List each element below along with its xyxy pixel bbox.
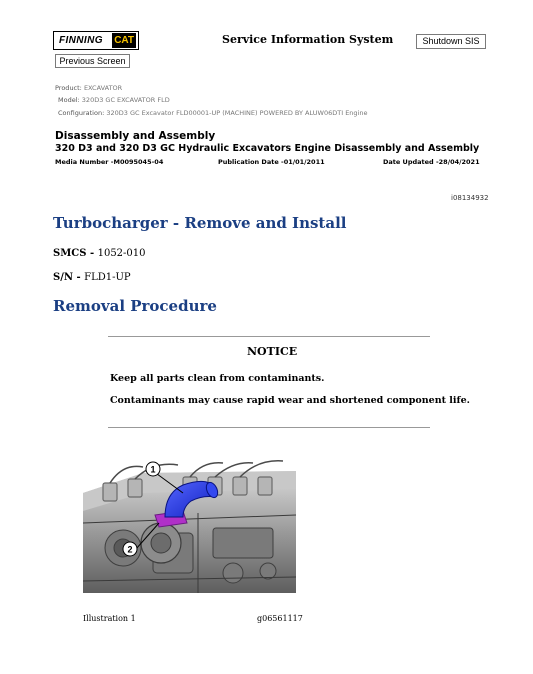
system-title: Service Information System — [222, 33, 394, 46]
notice-line-1: Keep all parts clean from contaminants. — [110, 373, 325, 384]
configuration-value: 320D3 GC Excavator FLD00001-UP (MACHINE) POWERED BY ALUW06DTI Engine — [106, 109, 368, 117]
callout-1: 1 — [150, 464, 156, 475]
cat-badge: CAT — [114, 35, 134, 46]
sn-label: S/N - — [53, 272, 85, 283]
callout-2: 2 — [127, 544, 133, 555]
shutdown-sis-button[interactable]: Shutdown SIS — [416, 34, 486, 49]
smcs-line — [53, 248, 146, 259]
notice-line-2: Contaminants may cause rapid wear and shortened component life. — [110, 395, 470, 406]
product-label: Product: — [55, 84, 82, 92]
date-updated: Date Updated -28/04/2021 — [383, 158, 480, 166]
engine-drawing — [83, 453, 296, 593]
model-value: 320D3 GC EXCAVATOR FLD — [81, 96, 170, 104]
previous-screen-button[interactable]: Previous Screen — [55, 54, 130, 68]
serial-number-line — [53, 272, 131, 283]
document-title: Disassembly and Assembly — [55, 130, 216, 142]
smcs-label: SMCS - — [53, 248, 98, 259]
model-label: Model: — [58, 96, 80, 104]
document-id: i08134932 — [451, 194, 489, 202]
model-row — [58, 96, 170, 104]
page-title: Turbocharger - Remove and Install — [53, 214, 347, 232]
logo-text: FINNING — [59, 35, 103, 46]
turbocharger-illustration — [83, 453, 296, 593]
sn-value: FLD1-UP — [84, 272, 131, 283]
media-number: Media Number -M0095045-04 — [55, 158, 164, 166]
product-value: EXCAVATOR — [83, 84, 123, 92]
illustration-caption: Illustration 1 — [83, 614, 136, 623]
finning-cat-logo — [53, 31, 139, 50]
graphic-id: g06561117 — [257, 614, 303, 623]
product-row — [55, 84, 122, 92]
document-subtitle: 320 D3 and 320 D3 GC Hydraulic Excavators Engine Disassembly and Assembly — [55, 143, 480, 154]
section-heading: Removal Procedure — [53, 297, 217, 315]
smcs-value: 1052-010 — [97, 248, 146, 259]
publication-date: Publication Date -01/01/2011 — [218, 158, 325, 166]
configuration-row — [58, 109, 367, 117]
configuration-label: Configuration: — [58, 109, 105, 117]
notice-title: NOTICE — [247, 345, 298, 358]
